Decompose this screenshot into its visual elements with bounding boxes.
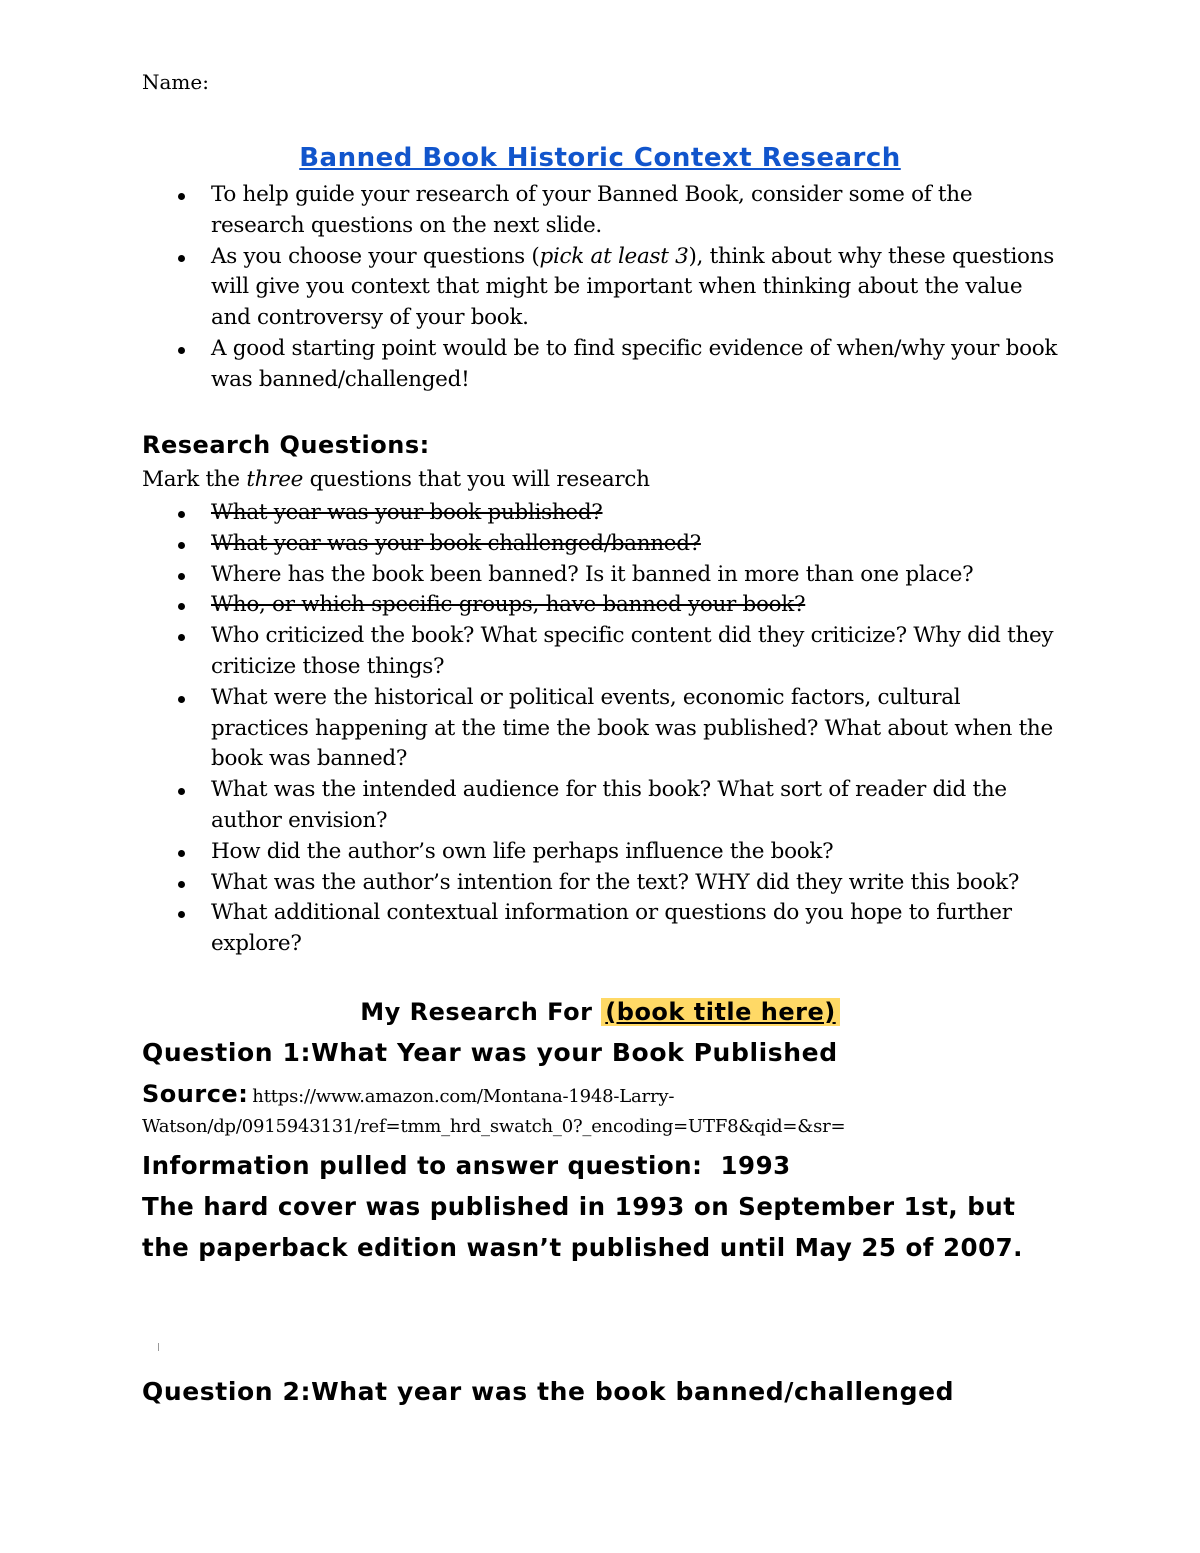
info-detail: The hard cover was published in 1993 on September 1st, but the paperback edition wasn’t published until May 25 of 2007. [142, 1192, 1023, 1262]
bullet-dot [178, 634, 185, 641]
my-research-prefix: My Research For [360, 998, 602, 1026]
research-question-text: What additional contextual information or questions do you hope to further explore? [211, 900, 1012, 957]
question-2-heading: Question 2:What year was the book banned/challenged [142, 1377, 955, 1406]
research-questions-heading: Research Questions: [142, 431, 430, 459]
research-question-item [142, 529, 1062, 560]
text-cursor [158, 1343, 159, 1351]
research-question-item [142, 621, 1062, 683]
intro-bullet-list [142, 180, 1062, 396]
document-title: Banned Book Historic Context Research [299, 143, 901, 173]
question-1-heading: Question 1:What Year was your Book Published [142, 1038, 838, 1067]
intro-bullet-text: As you choose your questions ( [211, 243, 540, 269]
info-answer: 1993 [720, 1151, 791, 1180]
instruction-text: Mark the [142, 467, 247, 492]
bullet-dot [178, 542, 185, 549]
intro-bullet-emphasis: pick at least 3 [539, 243, 689, 269]
research-question-item [142, 868, 1062, 899]
bullet-dot [178, 911, 185, 918]
instruction-emphasis: three [246, 467, 304, 492]
research-question-item [142, 898, 1062, 960]
intro-bullet-text: ), think about why these questions will give you context that might be important when thinking about the value and controversy of your book. [211, 243, 1054, 331]
research-question-item [142, 683, 1062, 775]
bullet-dot [178, 255, 185, 262]
intro-bullet-text: To help guide your research of your Banned Book, consider some of the research questions on the next slide. [211, 182, 973, 238]
research-questions-instruction [142, 467, 650, 492]
bullet-dot [178, 603, 185, 610]
bullet-dot [178, 193, 185, 200]
research-question-text: Where has the book been banned? Is it banned in more than one place? [211, 561, 974, 587]
research-question-text: What year was your book challenged/banned? [211, 530, 701, 556]
source-label: Source: [142, 1080, 249, 1108]
instruction-text: questions that you will research [303, 467, 650, 492]
research-question-text: What was the intended audience for this book? What sort of reader did the author envision? [211, 777, 1007, 833]
question-1-information [142, 1145, 1042, 1268]
research-question-item [142, 560, 1062, 591]
research-question-text: Who, or which specific groups, have banned your book? [211, 592, 806, 618]
bullet-dot [178, 511, 185, 518]
question-1-source [142, 1080, 862, 1142]
research-question-item [142, 590, 1062, 621]
research-question-text: Who criticized the book? What specific content did they criticize? Why did they criticize those things? [211, 623, 1054, 679]
name-label: Name: [142, 70, 209, 94]
bullet-dot [178, 881, 185, 888]
research-question-list [142, 498, 1062, 960]
book-title-placeholder[interactable]: (book title here) [601, 998, 839, 1026]
research-question-item [142, 498, 1062, 529]
bullet-dot [178, 347, 185, 354]
bullet-dot [178, 696, 185, 703]
intro-bullet-text: A good starting point would be to find specific evidence of when/why your book was banned/challenged! [211, 335, 1058, 392]
my-research-heading [0, 998, 1200, 1026]
intro-bullet [142, 242, 1062, 334]
info-label: Information pulled to answer question: [142, 1151, 703, 1180]
research-question-item [142, 837, 1062, 868]
bullet-dot [178, 850, 185, 857]
source-url[interactable]: https://www.amazon.com/Montana-1948-Larry-Watson/dp/0915943131/ref=tmm_hrd_swatch_0?_encoding=UTF8&qid=&sr= [142, 1086, 846, 1137]
intro-bullet [142, 334, 1062, 396]
research-question-text: How did the author’s own life perhaps influence the book? [211, 838, 834, 864]
research-question-text: What was the author’s intention for the text? WHY did they write this book? [211, 869, 1020, 895]
research-question-item [142, 775, 1062, 837]
bullet-dot [178, 573, 185, 580]
research-question-text: What were the historical or political events, economic factors, cultural practices happening at the time the book was published? What about when the book was banned? [211, 684, 1053, 772]
intro-bullet [142, 180, 1062, 242]
research-question-text: What year was your book published? [211, 500, 603, 525]
bullet-dot [178, 788, 185, 795]
